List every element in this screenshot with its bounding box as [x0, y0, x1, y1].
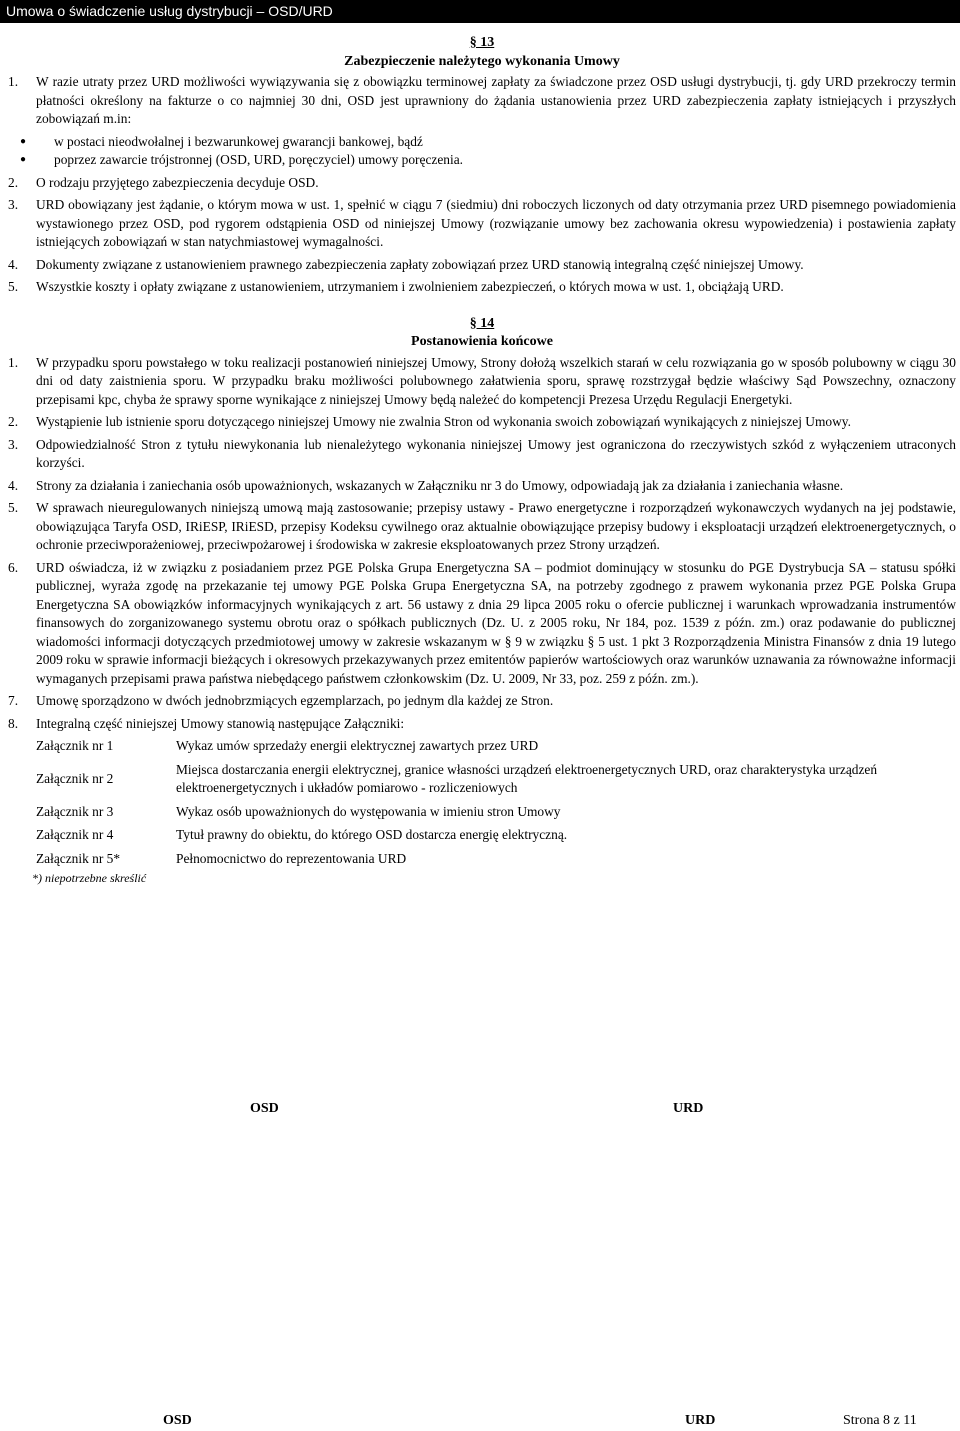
attachment-label: Załącznik nr 3	[36, 803, 114, 819]
attachment-label: Załącznik nr 5*	[36, 850, 121, 866]
attachment-desc: Wykaz umów sprzedaży energii elektrycznej zawartych przez URD	[176, 738, 539, 753]
s14-paragraph	[8, 715, 956, 734]
document-header: Umowa o świadczenie usług dystrybucji – OSD/URD	[0, 0, 960, 23]
s14-paragraph	[8, 354, 956, 410]
paragraph-text: W przypadku sporu powstałego w toku realizacji postanowień niniejszej Umowy, Strony dołożą wszelkich starań w celu rozwiązania go w sposób polubowny w ciągu 30 dni od daty zaistnienia sporu. W przypadku braku możliwości polubownego załatwienia sporu, sprawę rozstrzygał będzie właściwy Sąd Powszechny, oznaczony przepisami kpc, chyba że sprawy sporne wynikające z niniejszej Umowy będą należeć do kompetencji Prezesa Urzędu Regulacji Energetyki.	[36, 354, 956, 407]
s14-paragraph	[8, 559, 956, 689]
s14-paragraph	[8, 413, 956, 432]
s13-paragraph-3	[8, 196, 956, 252]
paragraph-number: 5.	[8, 500, 19, 515]
bullet-text: w postaci nieodwołalnej i bezwarunkowej gwarancji bankowej, bądź	[54, 133, 423, 149]
paragraph-number: 1.	[8, 74, 19, 89]
attachments-list	[36, 737, 956, 873]
paragraph-number: 1.	[8, 354, 19, 370]
s14-paragraph	[8, 477, 956, 496]
paragraph-text: URD obowiązany jest żądanie, o którym mowa w ust. 1, spełnić w ciągu 7 (siedmiu) dni roboczych liczonych od daty otrzymania przez URD pisemnego powiadomienia wystawionego przez OSD, pod rygorem odstąpienia OSD od niniejszej Umowy (rozwiązanie umowy bez zachowania okresu wypowiedzenia) i postawienia zapłaty istniejących zobowiązań w stan natychmiastowej wymagalności.	[36, 197, 956, 249]
paragraph-text: W razie utraty przez URD możliwości wywiązywania się z obowiązku terminowej zapłaty za świadczone przez OSD usługi dystrybucji, tj. gdy URD przekroczy termin płatności określony na fakturze o co najmniej 30 dni, OSD jest uprawniony do żądania ustanowienia przez URD zabezpieczenia zapłaty istniejących i przyszłych zobowiązań m.in:	[36, 74, 956, 126]
signature-urd: URD	[673, 1101, 704, 1116]
s13-paragraph-5	[8, 278, 956, 297]
attachment-label: Załącznik nr 2	[36, 770, 114, 786]
attachment-desc: Miejsca dostarczania energii elektrycznej, granice własności urządzeń elektroenergetycznych URD, oraz charakterystyka urządzeń elektroenergetycznych i układów pomiarowo - rozliczeniowych	[176, 761, 878, 795]
paragraph-text: URD oświadcza, iż w związku z posiadaniem przez PGE Polska Grupa Energetyczna SA – podmiot dominujący w stosunku do PGE Dystrybucja SA – statusu spółki publicznej, wyraża zgodę na przekazanie tej umowy PGE Polska Grupa Energetyczna SA, na potrzeby zgodnego z prawem wykonania przez PGE Polska Grupa Energetyczna SA obowiązków informacyjnych wynikających z art. 56 ustawy z dnia 29 lipca 2005 roku o ofercie publicznej i warunkach wprowadzania instrumentów finansowych do zorganizowanego systemu obrotu oraz o spółkach publicznych (Dz. U. z 2005 roku, Nr 184, poz. 1539 z późn. zm.) oraz podawanie do publicznej wiadomości informacji dotyczących przedmiotowej umowy w zakresie wskazanym w § 9 w związku § 5 ust. 1 pkt 3 Rozporządzenia Ministra Finansów z dnia 19 lutego 2009 roku w sprawie informacji bieżących i okresowych przekazywanych przez emitentów papierów wartościowych oraz warunków uznawania za równoważne informacji wymaganych przepisami prawa państwa niebędącego państwem członkowskim (Dz. U. 2009, Nr 33, poz. 259 z późn. zm.).	[36, 559, 956, 686]
section-13-title: Zabezpieczenie należytego wykonania Umowy	[344, 53, 620, 69]
paragraph-number: 2.	[8, 174, 19, 190]
paragraph-number: 4.	[8, 477, 19, 493]
s13-paragraph-4	[8, 256, 956, 275]
attachment-desc: Tytuł prawny do obiektu, do którego OSD dostarcza energię elektryczną.	[176, 827, 568, 842]
signature-osd: OSD	[250, 1101, 279, 1116]
paragraph-number: 2.	[8, 414, 19, 429]
s14-paragraph	[8, 436, 956, 473]
bullet-icon: ●	[20, 135, 27, 147]
section-14-title: Postanowienia końcowe	[411, 334, 553, 349]
page-number: Strona 8 z 11	[843, 1413, 917, 1428]
s13-paragraph-1	[8, 73, 956, 129]
paragraph-number: 8.	[8, 715, 19, 731]
attachment-label: Załącznik nr 4	[36, 827, 114, 842]
paragraph-text: O rodzaju przyjętego zabezpieczenia decyduje OSD.	[36, 174, 319, 190]
attachment-desc: Pełnomocnictwo do reprezentowania URD	[176, 850, 407, 866]
paragraph-text: Wszystkie koszty i opłaty związane z ustanowieniem, utrzymaniem i zwolnieniem zabezpieczeń, o których mowa w ust. 1, obciążają URD.	[36, 279, 784, 294]
paragraph-text: W sprawach nieuregulowanych niniejszą umową mają zastosowanie; przepisy ustawy - Prawo energetyczne i rozporządzeń wykonawczych wydanych na jej podstawie, obowiązująca Taryfa OSD, IRiESP, IRiESD, przepisy Kodeksu cywilnego oraz aktualnie obowiązujące przepisy budowy i eksploatacji urządzeń elektroenergetycznych, o ochronie przeciwporażeniowej, przeciwpożarowej i środowiska w zakresie eksploatowanych przez Strony urządzeń.	[36, 500, 956, 552]
paragraph-text: Integralną część niniejszej Umowy stanowią następujące Załączniki:	[36, 715, 405, 731]
bullet-text: poprzez zawarcie trójstronnej (OSD, URD, poręczyciel) umowy poręczenia.	[54, 152, 463, 167]
paragraph-number: 3.	[8, 436, 19, 452]
paragraph-text: Strony za działania i zaniechania osób upoważnionych, wskazanych w Załączniku nr 3 do Umowy, odpowiadają jak za działania i zaniechania własne.	[36, 477, 844, 493]
paragraph-text: Umowę sporządzono w dwóch jednobrzmiących egzemplarzach, po jednym dla każdej ze Stron.	[36, 693, 554, 708]
footer-osd: OSD	[163, 1413, 192, 1428]
paragraph-text: Dokumenty związane z ustanowieniem prawnego zabezpieczenia zapłaty zobowiązań przez URD stanowią integralną część niniejszej Umowy.	[36, 256, 804, 272]
page-content	[8, 34, 956, 888]
s14-paragraph	[8, 692, 956, 711]
paragraph-text: Wystąpienie lub istnienie sporu dotyczącego niniejszej Umowy nie zwalnia Stron od wykonania swoich zobowiązań wynikających z niniejszej Umowy.	[36, 414, 851, 429]
s13-paragraph-2	[8, 174, 956, 193]
paragraph-number: 5.	[8, 279, 19, 294]
attachment-desc: Wykaz osób upoważnionych do występowania w imieniu stron Umowy	[176, 803, 561, 819]
section-14-number: § 14	[469, 315, 495, 331]
paragraph-number: 6.	[8, 559, 19, 575]
bullet-item	[8, 151, 956, 170]
bullet-item	[8, 133, 956, 152]
section-13-number: § 13	[469, 35, 495, 50]
s14-paragraph	[8, 499, 956, 555]
attachment-label: Załącznik nr 1	[36, 738, 114, 753]
paragraph-text: Odpowiedzialność Stron z tytułu niewykonania lub nienależytego wykonania niniejszej Umowy jest ograniczona do rzeczywistych szkód z wyłączeniem utraconych korzyści.	[36, 436, 956, 470]
footer-urd: URD	[685, 1413, 716, 1428]
paragraph-number: 4.	[8, 256, 19, 272]
paragraph-number: 3.	[8, 197, 19, 212]
paragraph-number: 7.	[8, 693, 19, 708]
bullet-icon: ●	[20, 154, 27, 165]
footnote: *) niepotrzebne skreślić	[32, 871, 147, 885]
